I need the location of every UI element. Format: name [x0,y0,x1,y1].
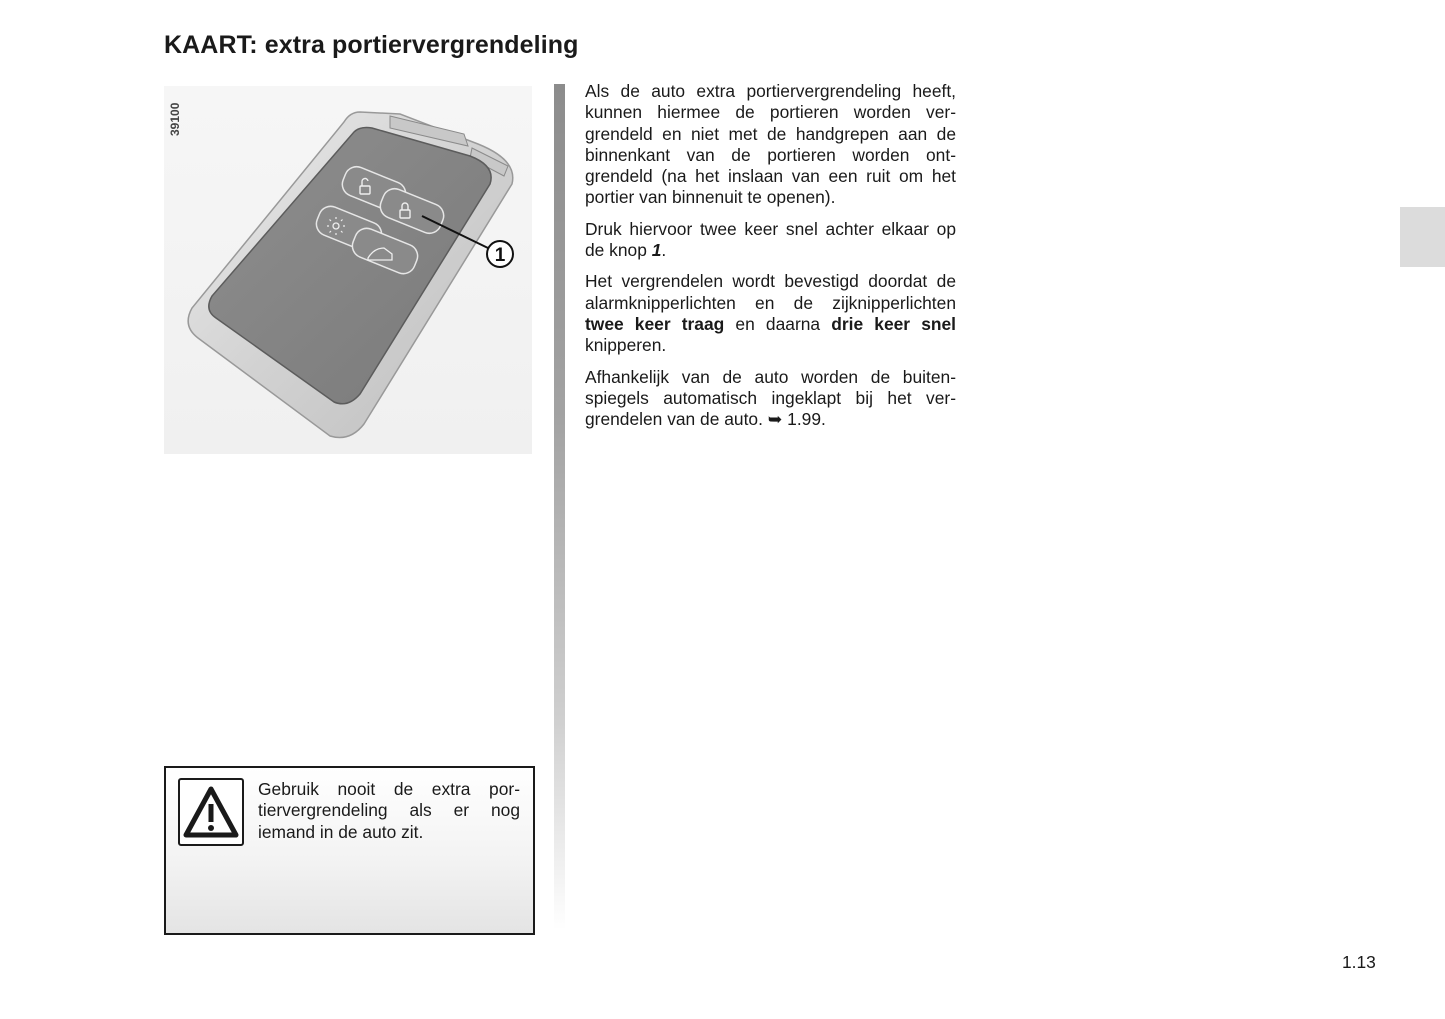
warning-text: Gebruik nooit de extra portiervergrendeling als er nog iemand in de auto zit. [258,779,520,842]
warning-triangle-icon [178,778,244,846]
paragraph-4-text: Afhankelijk van de auto worden de buitenspiegels automatisch ingeklapt bij het vergrendelen van de auto. [585,366,956,430]
paragraph-3-end: knipperen. [585,335,667,356]
emphasis-slow: twee keer traag [585,313,725,334]
page-reference-link[interactable]: 1.99. [782,409,826,430]
paragraph-2-text: Druk hiervoor twee keer snel achter elkaar op de knop [585,218,956,261]
paragraph-3-mid: en daarna [724,313,832,334]
paragraph-4 [585,367,956,431]
callout-label: 1 [494,245,506,266]
body-text [585,81,956,440]
paragraph-2 [585,219,956,262]
button-reference: 1 [651,240,662,261]
warning-box [164,766,535,935]
paragraph-1: Als de auto extra portiervergrendeling heeft, kunnen hiermee de portieren worden vergrendeld en niet met de handgrepen aan de binnenkant van de portieren worden ontgrendeld (na het inslaan van een ruit om het portier van binnenuit te openen). [585,81,956,208]
page-number: 1.13 [1342,952,1376,972]
page-title: KAART: extra portiervergrendeling [164,31,579,59]
page-reference-arrow-icon: ➥ [767,409,783,430]
figure-number: 39100 [168,102,182,136]
paragraph-2-end: . [661,240,667,261]
paragraph-3-text: Het vergrendelen wordt bevestigd doordat de alarmknipperlichten en de zijknipperlichten [585,271,956,313]
emphasis-fast: drie keer snel [831,313,957,334]
key-card-drawing [164,86,532,454]
key-card-illustration [164,86,532,454]
paragraph-3 [585,271,956,356]
column-divider [554,84,565,930]
chapter-tab [1400,207,1445,267]
